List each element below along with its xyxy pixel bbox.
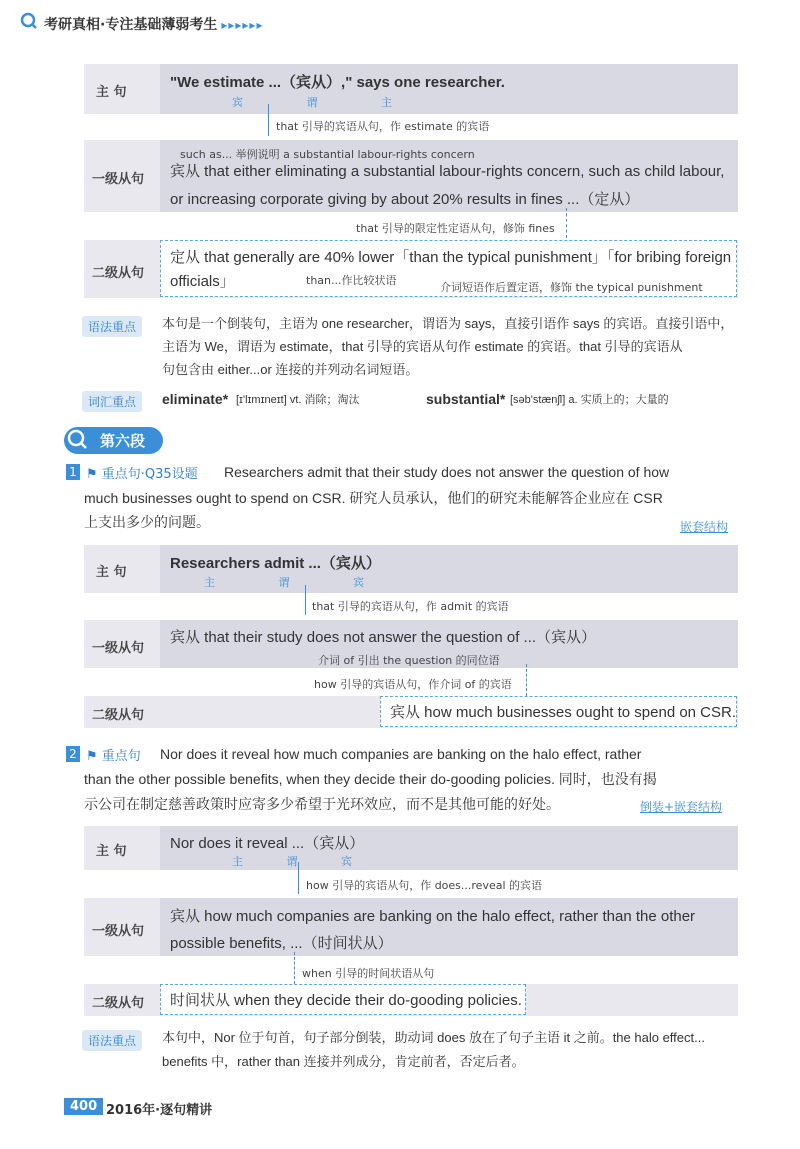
connector-line: [268, 104, 269, 136]
vocab-word: eliminate*: [162, 391, 229, 407]
level1-line1: 宾从 that either eliminating a substantial labour-rights concern, such as child labour,: [170, 163, 725, 180]
sentence-number: 1: [66, 464, 80, 480]
level2-text: 宾从 how much businesses ought to spend on CSR.: [390, 704, 737, 721]
grammar-tag: 语法重点: [82, 316, 142, 337]
level2-label: 二级从句: [92, 996, 145, 1011]
annotation: 介词短语作后置定语，修饰 the typical punishment: [440, 281, 703, 294]
vocab-def: [ɪ'lɪmɪneɪt] vt. 消除；淘汰: [236, 394, 360, 406]
level1-line2: or increasing corporate giving by about 20% results in fines ...（定从）: [170, 191, 640, 208]
vocab-word: substantial*: [426, 391, 506, 407]
main-clause-label: 主 句: [96, 844, 127, 859]
footer-title: 2016年·逐句精讲: [106, 1103, 213, 1118]
level2-label: 二级从句: [92, 708, 145, 723]
level2-label: 二级从句: [92, 266, 145, 281]
structure-link[interactable]: 嵌套结构: [680, 520, 729, 534]
header-brand: [44, 14, 263, 34]
annotation: 介词 of 引出 the question 的同位语: [318, 654, 500, 667]
annotation: that 引导的宾语从句，作 estimate 的宾语: [276, 120, 490, 133]
vocab-tag: 词汇重点: [82, 391, 142, 412]
level1-label: 一级从句: [92, 641, 145, 656]
sentence-line: much businesses ought to spend on CSR. 研究人员承认，他们的研究未能解答企业应在 CSR: [84, 490, 663, 506]
main-clause-label: 主 句: [96, 565, 127, 580]
main-clause-roles: 主 谓 宾: [232, 855, 372, 868]
main-clause-text: Researchers admit ...（宾从）: [170, 555, 381, 572]
grammar-line: 句包含由 either...or 连接的并列动名词短语。: [162, 362, 419, 377]
magnifier-icon: [66, 428, 88, 450]
sentence-line: 上支出多少的问题。: [84, 514, 210, 530]
level2-text: 时间状从 when they decide their do-gooding policies.: [170, 992, 522, 1009]
vocab-def: [səb'stænʃl] a. 实质上的；大量的: [510, 394, 669, 406]
main-clause-roles: 宾 谓 主: [232, 96, 422, 109]
flag-icon: ⚑: [86, 467, 98, 482]
structure-link[interactable]: 倒装+嵌套结构: [640, 800, 723, 814]
section-title: 第六段: [64, 427, 163, 454]
level1-note: such as... 举例说明 a substantial labour-rights concern: [180, 148, 475, 161]
grammar-line: 本句中，Nor 位于句首，句子部分倒装，助动词 does 放在了句子主语 it 之前。the halo effect...: [162, 1030, 705, 1045]
level1-line2: possible benefits, ...（时间状从）: [170, 935, 393, 952]
main-clause-text: Nor does it reveal ...（宾从）: [170, 835, 365, 852]
annotation: how 引导的宾语从句，作介词 of 的宾语: [314, 678, 512, 691]
flag-icon: ⚑: [86, 749, 98, 764]
annotation: when 引导的时间状语从句: [302, 967, 435, 980]
key-sentence-flag: [86, 463, 198, 482]
sentence-line: Researchers admit that their study does not answer the question of how: [224, 464, 670, 480]
page-number: 400: [64, 1098, 103, 1115]
main-clause-label: 主 句: [96, 85, 127, 100]
magnifier-icon: [20, 12, 38, 30]
connector-line: [298, 862, 299, 894]
header-arrows: ▸▸▸▸▸▸: [221, 18, 264, 32]
annotation: than...作比较状语: [306, 274, 397, 287]
key-sentence-flag-text: 重点句·Q35设题: [101, 467, 198, 482]
sentence-line: Nor does it reveal how much companies are banking on the halo effect, rather: [160, 746, 642, 762]
level2-line2: officials」: [170, 273, 235, 290]
header-brand-text: 考研真相·专注基础薄弱考生: [44, 17, 218, 33]
sentence-line: 示公司在制定慈善政策时应寄多少希望于光环效应，而不是其他可能的好处。: [84, 796, 560, 812]
connector-dashed: [294, 952, 295, 984]
annotation: that 引导的宾语从句，作 admit 的宾语: [312, 600, 509, 613]
key-sentence-flag-text: 重点句: [101, 749, 141, 764]
sentence-line: than the other possible benefits, when they decide their do-gooding policies. 同时，也没有揭: [84, 771, 657, 787]
connector-line: [305, 585, 306, 615]
grammar-line: benefits 中，rather than 连接并列成分，肯定前者，否定后者。: [162, 1054, 525, 1069]
annotation: that 引导的限定性定语从句，修饰 fines: [356, 222, 555, 235]
grammar-tag: 语法重点: [82, 1030, 142, 1051]
connector-dashed: [526, 664, 527, 696]
level1-label: 一级从句: [92, 172, 145, 187]
annotation: how 引导的宾语从句，作 does...reveal 的宾语: [306, 879, 543, 892]
grammar-line: 本句是一个倒装句，主语为 one researcher，谓语为 says，直接引语作 says 的宾语。直接引语中，: [162, 316, 734, 331]
main-clause-roles: 主 谓 宾: [204, 576, 394, 589]
connector-dashed: [566, 208, 567, 238]
key-sentence-flag: [86, 745, 141, 764]
level1-text: 宾从 that their study does not answer the question of ...（宾从）: [170, 629, 597, 646]
level2-line1: 定从 that generally are 40% lower「than the typical punishment」「for bribing foreign: [170, 249, 732, 266]
grammar-line: 主语为 We，谓语为 estimate，that 引导的宾语从句作 estimate 的宾语。that 引导的宾语从: [162, 339, 683, 354]
level1-line1: 宾从 how much companies are banking on the halo effect, rather than the other: [170, 908, 696, 925]
main-clause-text: "We estimate ...（宾从）," says one researcher.: [170, 74, 505, 91]
level1-label: 一级从句: [92, 924, 145, 939]
sentence-number: 2: [66, 746, 80, 762]
